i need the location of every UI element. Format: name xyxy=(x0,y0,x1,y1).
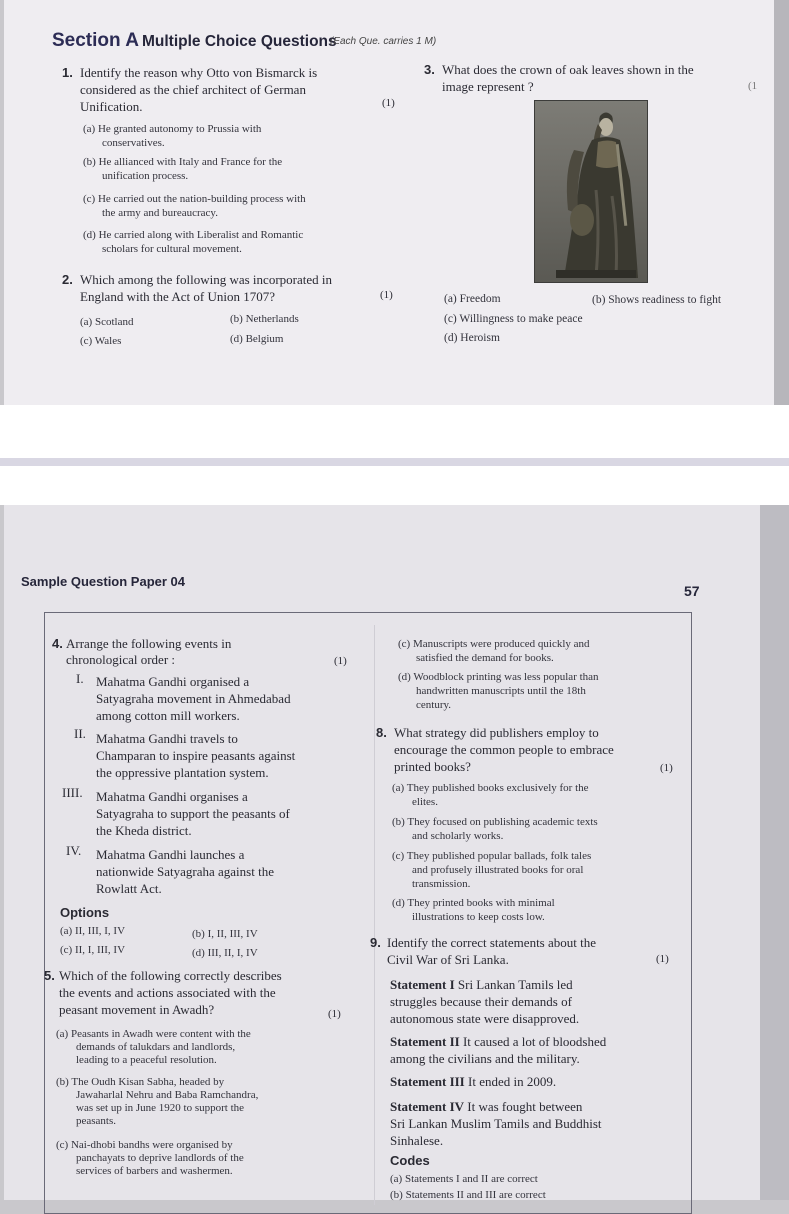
event-text: the oppressive plantation system. xyxy=(96,765,269,780)
option-c-cont: the army and bureaucracy. xyxy=(102,207,218,219)
event-text: Mahatma Gandhi organises a xyxy=(96,789,248,804)
marks-label: (1) xyxy=(382,97,395,109)
germania-figure-image xyxy=(534,100,648,283)
option-a: (a) They published books exclusively for the xyxy=(392,782,589,794)
question-text: Arrange the following events in xyxy=(66,636,232,651)
column-divider xyxy=(374,625,375,1205)
option-d: (d) III, II, I, IV xyxy=(192,947,258,959)
option-a: (a) Peasants in Awadh were content with the xyxy=(56,1028,251,1040)
codes-label: Codes xyxy=(390,1153,430,1168)
option-c-cont: satisfied the demand for books. xyxy=(416,652,554,664)
section-note: (Each Que. carries 1 M) xyxy=(330,36,437,47)
statement-label: Statement III xyxy=(390,1074,465,1089)
option-c-cont: services of barbers and washermen. xyxy=(76,1165,233,1177)
statement-text: among the civilians and the military. xyxy=(390,1051,580,1066)
statement-2 xyxy=(390,1034,606,1049)
option-b: (b) He allianced with Italy and France for the xyxy=(83,156,283,168)
option-a: (a) II, III, I, IV xyxy=(60,925,126,937)
divider-band xyxy=(0,458,789,466)
option-b: (b) Statements II and III are correct xyxy=(390,1189,546,1201)
option-c: (c) He carried out the nation-building process with xyxy=(83,193,306,205)
page-edge xyxy=(760,505,789,1200)
question-number: 1. xyxy=(62,65,73,80)
option-b: (b) I, II, III, IV xyxy=(192,928,258,940)
question-number: 4. xyxy=(52,636,63,651)
option-c: (c) They published popular ballads, folk tales xyxy=(392,850,592,862)
question-text: image represent ? xyxy=(442,79,534,94)
event-number: IIII. xyxy=(62,785,83,800)
page-number: 57 xyxy=(684,583,700,599)
page-edge xyxy=(774,0,789,405)
option-b: (b) The Oudh Kisan Sabha, headed by xyxy=(56,1076,225,1088)
event-number: IV. xyxy=(66,843,82,858)
event-text: Satyagraha to support the peasants of xyxy=(96,806,290,821)
statement-1 xyxy=(390,977,573,992)
option-d-cont: scholars for cultural movement. xyxy=(102,243,242,255)
event-text: Rowlatt Act. xyxy=(96,881,162,896)
question-text: chronological order : xyxy=(66,652,176,667)
statement-text: Sri Lankan Muslim Tamils and Buddhist xyxy=(390,1116,602,1131)
section-title: Section A xyxy=(52,30,139,51)
option-a: (a) He granted autonomy to Prussia with xyxy=(83,123,262,135)
option-a: (a) Freedom xyxy=(444,293,501,305)
question-text: peasant movement in Awadh? xyxy=(59,1002,215,1017)
statement-3 xyxy=(390,1074,556,1089)
options-label: Options xyxy=(60,905,110,920)
gap-between-pages xyxy=(0,405,789,505)
statement-text: It ended in 2009. xyxy=(468,1074,557,1089)
option-d: (d) He carried along with Liberalist and Romantic xyxy=(83,229,304,241)
marks-label: (1) xyxy=(334,655,347,667)
statement-text: It caused a lot of bloodshed xyxy=(462,1034,607,1049)
question-number: 5. xyxy=(44,968,55,983)
event-text: Champaran to inspire peasants against xyxy=(96,748,296,763)
question-text: Civil War of Sri Lanka. xyxy=(387,952,509,967)
question-number: 8. xyxy=(376,725,387,740)
option-a-cont: demands of talukdars and landlords, xyxy=(76,1041,236,1053)
option-d: (d) They printed books with minimal xyxy=(392,897,555,909)
statement-text: Sinhalese. xyxy=(390,1133,444,1148)
question-number: 9. xyxy=(370,935,381,950)
section-subtitle: Multiple Choice Questions xyxy=(142,33,337,50)
option-a-cont: elites. xyxy=(412,796,438,808)
statement-text: struggles because their demands of xyxy=(390,994,572,1009)
option-a-cont: conservatives. xyxy=(102,137,165,149)
question-text: What strategy did publishers employ to xyxy=(394,725,599,740)
option-b-cont: peasants. xyxy=(76,1115,117,1127)
statement-text: autonomous state were disapproved. xyxy=(390,1011,580,1026)
question-text: What does the crown of oak leaves shown in the xyxy=(442,62,694,77)
option-d: (d) Woodblock printing was less popular than xyxy=(398,671,599,683)
option-a-cont: leading to a peaceful resolution. xyxy=(76,1054,217,1066)
option-c-cont: and profusely illustrated books for oral xyxy=(412,864,584,876)
statement-text: It was fought between xyxy=(467,1099,583,1114)
marks-label: (1) xyxy=(656,953,669,965)
option-d: (d) Heroism xyxy=(444,332,500,344)
question-number: 3. xyxy=(424,62,435,77)
event-text: Satyagraha movement in Ahmedabad xyxy=(96,691,291,706)
option-d-cont: century. xyxy=(416,699,452,711)
marks-label: (1) xyxy=(380,289,393,301)
event-text: Mahatma Gandhi launches a xyxy=(96,847,245,862)
option-d-cont: handwritten manuscripts until the 18th xyxy=(416,685,586,697)
option-b: (b) Netherlands xyxy=(230,313,299,325)
option-c: (c) Willingness to make peace xyxy=(444,313,583,325)
statement-label: Statement IV xyxy=(390,1099,465,1114)
option-a: (a) Statements I and II are correct xyxy=(390,1173,538,1185)
statement-text: Sri Lankan Tamils led xyxy=(457,977,573,992)
statement-4 xyxy=(390,1099,582,1114)
event-text: nationwide Satyagraha against the xyxy=(96,864,274,879)
option-b-cont: unification process. xyxy=(102,170,189,182)
question-text: England with the Act of Union 1707? xyxy=(80,289,275,304)
event-number: I. xyxy=(76,671,84,686)
question-text: Identify the reason why Otto von Bismarck is xyxy=(80,65,318,80)
event-text: among cotton mill workers. xyxy=(96,708,240,723)
option-c-cont: panchayats to deprive landlords of the xyxy=(76,1152,244,1164)
paper-header: Sample Question Paper 04 xyxy=(21,574,186,589)
option-b: (b) Shows readiness to fight xyxy=(592,294,722,306)
event-number: II. xyxy=(74,726,86,741)
option-c-cont: transmission. xyxy=(412,878,471,890)
event-text: the Kheda district. xyxy=(96,823,192,838)
question-sheet-section-a xyxy=(4,0,774,405)
option-c: (c) Wales xyxy=(80,335,122,347)
option-b: (b) They focused on publishing academic texts xyxy=(392,816,598,828)
option-d: (d) Belgium xyxy=(230,333,284,345)
question-text: Identify the correct statements about the xyxy=(387,935,597,950)
option-a: (a) Scotland xyxy=(80,316,134,328)
statement-label: Statement II xyxy=(390,1034,460,1049)
question-text: considered as the chief architect of German xyxy=(80,82,306,97)
option-d-cont: illustrations to keep costs low. xyxy=(412,911,545,923)
statement-label: Statement I xyxy=(390,977,455,992)
event-text: Mahatma Gandhi travels to xyxy=(96,731,238,746)
question-text: encourage the common people to embrace xyxy=(394,742,614,757)
event-text: Mahatma Gandhi organised a xyxy=(96,674,250,689)
question-text: Which of the following correctly describes xyxy=(59,968,282,983)
option-c: (c) Nai-dhobi bandhs were organised by xyxy=(56,1139,233,1151)
question-text: the events and actions associated with the xyxy=(59,985,276,1000)
option-b-cont: and scholarly works. xyxy=(412,830,504,842)
question-text: Unification. xyxy=(80,99,143,114)
option-c: (c) Manuscripts were produced quickly and xyxy=(398,638,590,650)
marks-label: (1) xyxy=(328,1008,341,1020)
question-sheet-page-57 xyxy=(4,505,760,1200)
question-number: 2. xyxy=(62,272,73,287)
marks-label: (1) xyxy=(660,762,673,774)
option-c: (c) II, I, III, IV xyxy=(60,944,126,956)
option-b-cont: was set up in June 1920 to support the xyxy=(76,1102,245,1114)
question-text: printed books? xyxy=(394,759,471,774)
question-text: Which among the following was incorporated in xyxy=(80,272,332,287)
option-b-cont: Jawaharlal Nehru and Baba Ramchandra, xyxy=(76,1089,259,1101)
marks-label: (1 xyxy=(748,80,758,92)
